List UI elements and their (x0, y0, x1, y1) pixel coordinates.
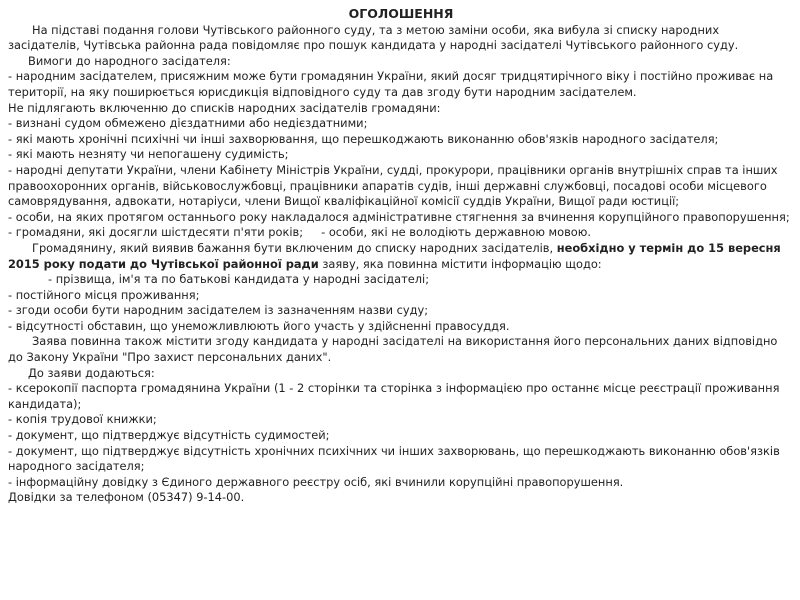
exclusion-item: - визнані судом обмежено дієздатними або недієздатними; (8, 116, 368, 131)
attachment-item: - ксерокопії паспорта громадянина України (1 - 2 сторінки та сторінка з інформацією про останнє місце реєстрації проживання кандидата); (8, 381, 780, 411)
exclusions-heading: Не підлягають включенню до списків народних засідателів громадяни: (8, 100, 441, 115)
requirements-item: - народним засідателем, присяжним може бути громадянин України, який досяг тридцятирічного віку і постійно проживає на території, на яку поширюється юрисдикція відповідного суду та дав згоду бути народним засідателем. (8, 69, 774, 99)
exclusion-item: - які мають незняту чи непогашену судимість; (8, 147, 289, 162)
exclusion-item: - народні депутати України, члени Кабінету Міністрів України, судді, прокурори, працівники органів внутрішніх справ та інших правоохоронних органів, військовослужбовці, працівники апаратів судів, інші державні службовці, посадові особи місцевого самоврядування, адвокати, нотаріуси, члени Вищої кваліфікаційної комісії суддів України, Вищої ради юстиції; (8, 162, 778, 209)
attachment-item: - інформаційну довідку з Єдиного державного реєстру осіб, які вчинили корупційні правопорушення. (8, 474, 624, 489)
info-item: - відсутності обставин, що унеможливлюють його участь у здійсненні правосуддя. (8, 318, 510, 333)
document-title: ОГОЛОШЕННЯ (348, 6, 454, 21)
exclusion-last-line (8, 225, 794, 241)
application-deadline: необхідно у термін до 15 вересня 2015 року подати до Чутівської районної ради (8, 240, 781, 271)
consent-paragraph: Заява повинна також містити згоду кандидата у народні засідателі на використання його персональних даних відповідно до Закону України "Про захист персональних даних". (8, 334, 778, 365)
attachment-item: - копія трудової книжки; (8, 412, 157, 427)
info-item: - згоди особи бути народним засідателем із зазначенням назви суду; (8, 303, 429, 318)
intro-paragraph: На підставі подання голови Чутівського районного суду, та з метою заміни особи, яка вибула зі списку народних засідателів, Чутівська районна рада повідомляє про пошук кандидата у народні засідателі Чутівського районного суду. (8, 22, 739, 53)
attachment-item: - документ, що підтверджує відсутність судимостей; (8, 428, 330, 443)
requirements-heading: Вимоги до народного засідателя: (28, 53, 231, 68)
exclusion-item: - особи, які не володіють державною мовою. (321, 225, 591, 240)
exclusion-item: - які мають хронічні психічні чи інші захворювання, що перешкоджають виконанню обов'язків народного засідателя; (8, 131, 719, 146)
application-text: Громадянину, який виявив бажання бути включеним до списку народних засідателів, (32, 240, 557, 255)
application-paragraph (8, 241, 794, 272)
info-item: - постійного місця проживання; (8, 287, 200, 302)
exclusion-item: - особи, на яких протягом останнього року накладалося адміністративне стягнення за вчинення корупційного правопорушення; (8, 209, 790, 224)
contact-line: Довідки за телефоном (05347) 9-14-00. (8, 490, 245, 505)
attachment-item: - документ, що підтверджує відсутність хронічних психічних чи інших захворювань, що перешкоджають виконанню обов'язків народного засідателя; (8, 443, 780, 474)
attachments-heading: До заяви додаються: (28, 365, 155, 380)
exclusion-item: - громадяни, які досягли шістдесяти п'яти років; (8, 225, 304, 240)
application-text-end: заяву, яка повинна містити інформацію щодо: (318, 256, 602, 271)
info-item: - прізвища, ім'я та по батькові кандидата у народні засідателі; (48, 272, 430, 287)
